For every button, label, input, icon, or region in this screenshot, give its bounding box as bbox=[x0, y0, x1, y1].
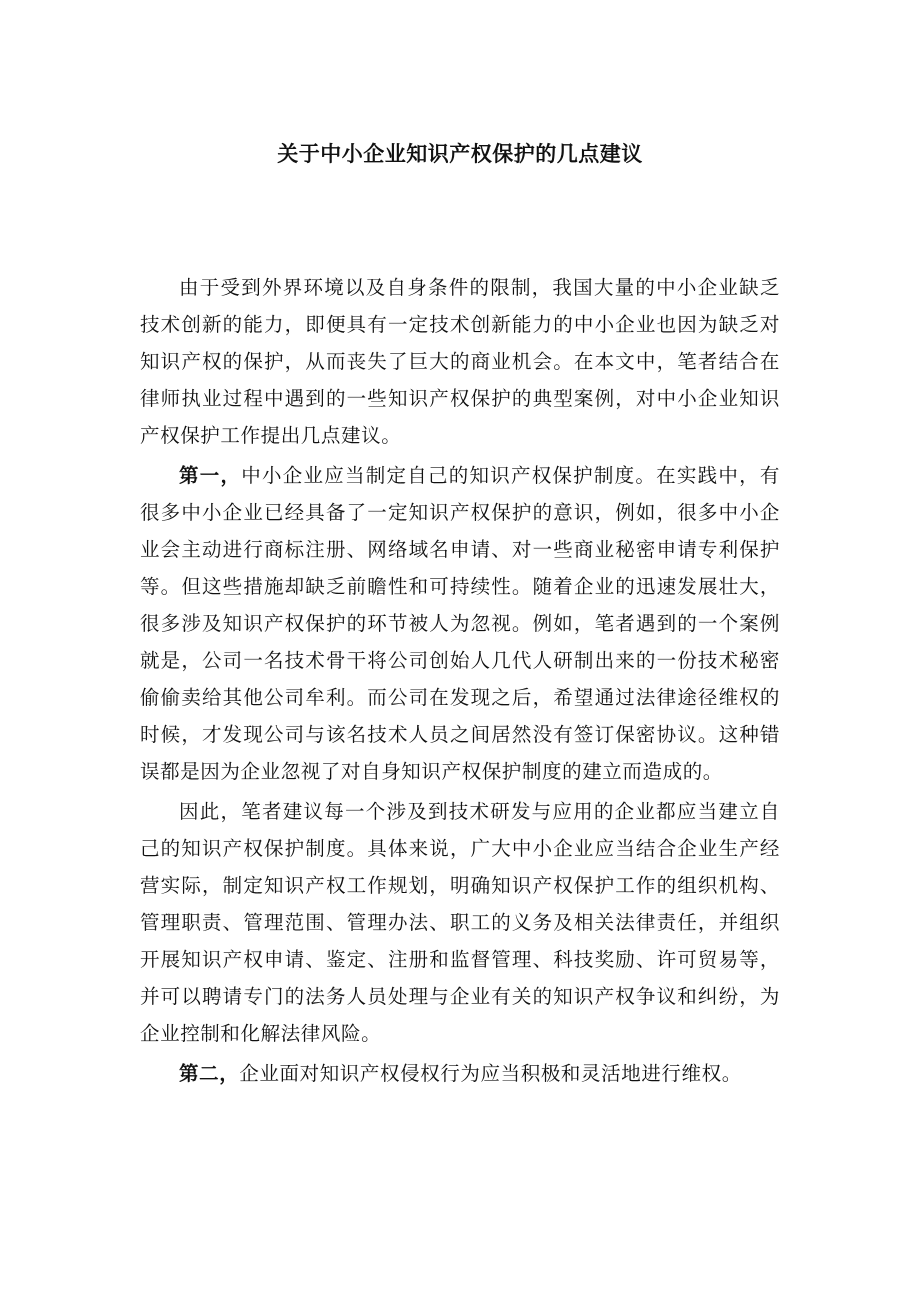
paragraph-text: 中小企业应当制定自己的知识产权保护制度。在实践中，有很多中小企业已经具备了一定知识产权保护的意识，例如，很多中小企业会主动进行商标注册、网络域名申请、对一些商业秘密申请专利保护等。但这些措施却缺乏前瞻性和可持续性。随着企业的迅速发展壮大，很多涉及知识产权保护的环节被人为忽视。例如，笔者遇到的一个案例就是，公司一名技术骨干将公司创始人几代人研制出来的一份技术秘密偷偷卖给其他公司牟利。而公司在发现之后，希望通过法律途径维权的时候，才发现公司与该名技术人员之间居然没有签订保密协议。这种错误都是因为企业忽视了对自身知识产权保护制度的建立而造成的。 bbox=[140, 464, 780, 783]
paragraph-lead: 第一， bbox=[179, 464, 242, 487]
paragraph-text: 企业面对知识产权侵权行为应当积极和灵活地进行维权。 bbox=[239, 1062, 742, 1085]
paragraph-recommendation bbox=[140, 793, 780, 1052]
paragraph-first-point bbox=[140, 457, 780, 790]
document-title: 关于中小企业知识产权保护的几点建议 bbox=[277, 142, 643, 166]
paragraph-second-point bbox=[140, 1055, 780, 1092]
paragraph-text: 由于受到外界环境以及自身条件的限制，我国大量的中小企业缺乏技术创新的能力，即便具有一定技术创新能力的中小企业也因为缺乏对知识产权的保护，从而丧失了巨大的商业机会。在本文中，笔者结合在律师执业过程中遇到的一些知识产权保护的典型案例，对中小企业知识产权保护工作提出几点建议。 bbox=[140, 276, 780, 447]
paragraph-lead: 第二， bbox=[179, 1062, 240, 1085]
document-body bbox=[140, 269, 780, 1095]
paragraph-intro bbox=[140, 269, 780, 454]
paragraph-text: 因此，笔者建议每一个涉及到技术研发与应用的企业都应当建立自己的知识产权保护制度。具体来说，广大中小企业应当结合企业生产经营实际，制定知识产权工作规划，明确知识产权保护工作的组织机构、管理职责、管理范围、管理办法、职工的义务及相关法律责任，并组织开展知识产权申请、鉴定、注册和监督管理、科技奖励、许可贸易等，并可以聘请专门的法务人员处理与企业有关的知识产权争议和纠纷，为企业控制和化解法律风险。 bbox=[140, 800, 780, 1045]
